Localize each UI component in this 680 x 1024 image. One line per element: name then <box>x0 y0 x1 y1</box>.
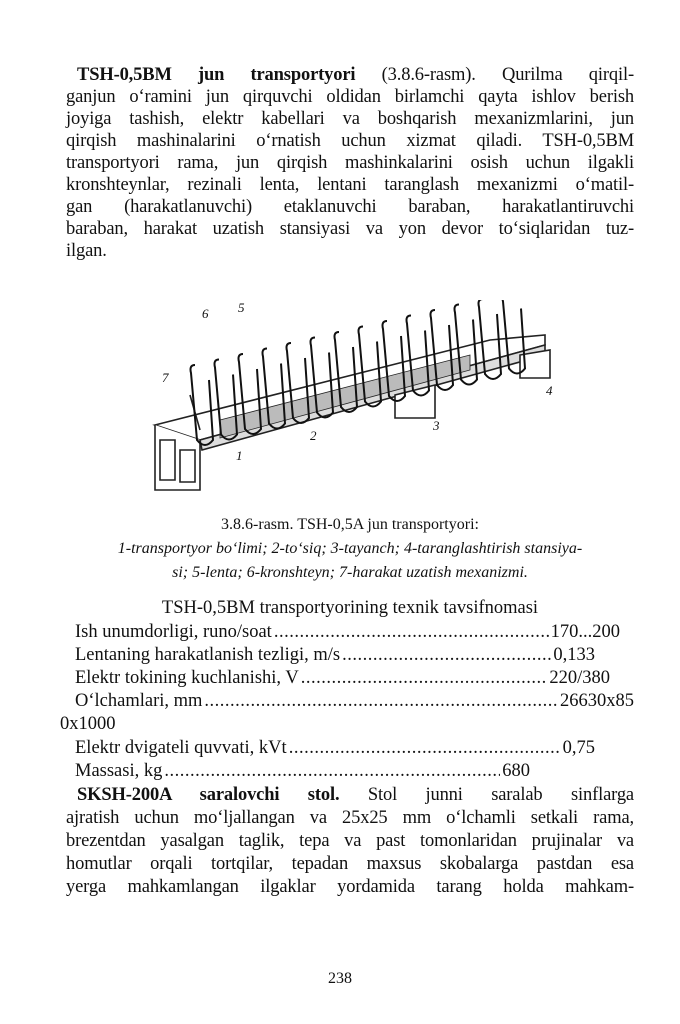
text-line: qirqish mashinalarini o‘rnatish uchun xizmat qiladi. TSH-0,5BM <box>66 131 634 151</box>
text-line: kronshteynlar, rezinali lenta, lentani taranglash mexanizmi o‘matil- <box>66 175 634 195</box>
specs-title: TSH-0,5BM transportyorining texnik tavsifnomasi <box>161 598 539 618</box>
figure-label: 6 <box>202 306 209 321</box>
text-line: homutlar orqali tortqilar, tepadan maxsus skobalarga pastdan esa <box>66 854 634 874</box>
spec-row: Massasi, kg ..... 680 <box>75 760 530 782</box>
figure-label: 2 <box>310 428 317 443</box>
text-line: ilgan. <box>66 241 107 261</box>
text-line: yerga mahkamlangan ilgaklar yordamida tarang holda mahkam- <box>66 877 634 897</box>
text-line: joyiga tashish, elektr kabellari va boshqarish mexanizmlarini, jun <box>66 109 634 129</box>
section-heading: TSH-0,5BM jun transportyori <box>77 65 356 85</box>
section-heading: SKSH-200A saralovchi stol. <box>77 785 340 805</box>
conveyor-figure <box>140 300 590 500</box>
text-line: TSH-0,5BM jun transportyori (3.8.6-rasm). Qurilma qirqil- <box>77 65 634 85</box>
figure-label: 4 <box>546 383 553 398</box>
figure-label: 3 <box>433 418 440 433</box>
spec-row: Lentaning harakatlanish tezligi, m/s ..... 0,133 <box>75 644 595 666</box>
text-line: gan (harakatlanuvchi) etaklanuvchi baraban, harakatlantiruvchi <box>66 197 634 217</box>
text-line: brezentdan yasalgan taglik, tepa va past tomonlaridan prujinalar va <box>66 831 634 851</box>
figure-caption-legend: 1-transportyor bo‘limi; 2-to‘siq; 3-tayanch; 4-taranglashtirish stansiya- <box>117 540 583 557</box>
text-line: ganjun o‘ramini jun qirquvchi oldidan birlamchi qayta ishlov berish <box>66 87 634 107</box>
figure-caption-legend: si; 5-lenta; 6-kronshteyn; 7-harakat uzatish mexanizmi. <box>172 564 528 581</box>
text-line: transportyori rama, jun qirqish mashinkalarini osish uchun ilgakli <box>66 153 634 173</box>
figure-caption-title: 3.8.6-rasm. TSH-0,5A jun transportyori: <box>221 516 479 533</box>
page-number: 238 <box>328 970 352 987</box>
figure-label: 5 <box>238 300 245 315</box>
spec-row-continuation: 0x1000 <box>60 714 116 734</box>
spec-row: O‘lchamlari, mm ..... 26630x85 <box>75 690 634 712</box>
spec-row: Elektr tokining kuchlanishi, V ..... 220/380 <box>75 667 610 689</box>
figure-label: 1 <box>236 448 243 463</box>
figure-label: 7 <box>162 370 169 385</box>
text-line: baraban, harakat uzatish stansiyasi va yon devor to‘siqlaridan tuz- <box>66 219 634 239</box>
text-line: SKSH-200A saralovchi stol. Stol junni saralab sinflarga <box>77 785 634 805</box>
text-line: ajratish uchun mo‘ljallangan va 25x25 mm o‘lchamli setkali rama, <box>66 808 634 828</box>
spec-row: Ish unumdorligi, runo/soat ..... 170...200 <box>75 621 620 643</box>
spec-row: Elektr dvigateli quvvati, kVt ..... 0,75 <box>75 737 595 759</box>
